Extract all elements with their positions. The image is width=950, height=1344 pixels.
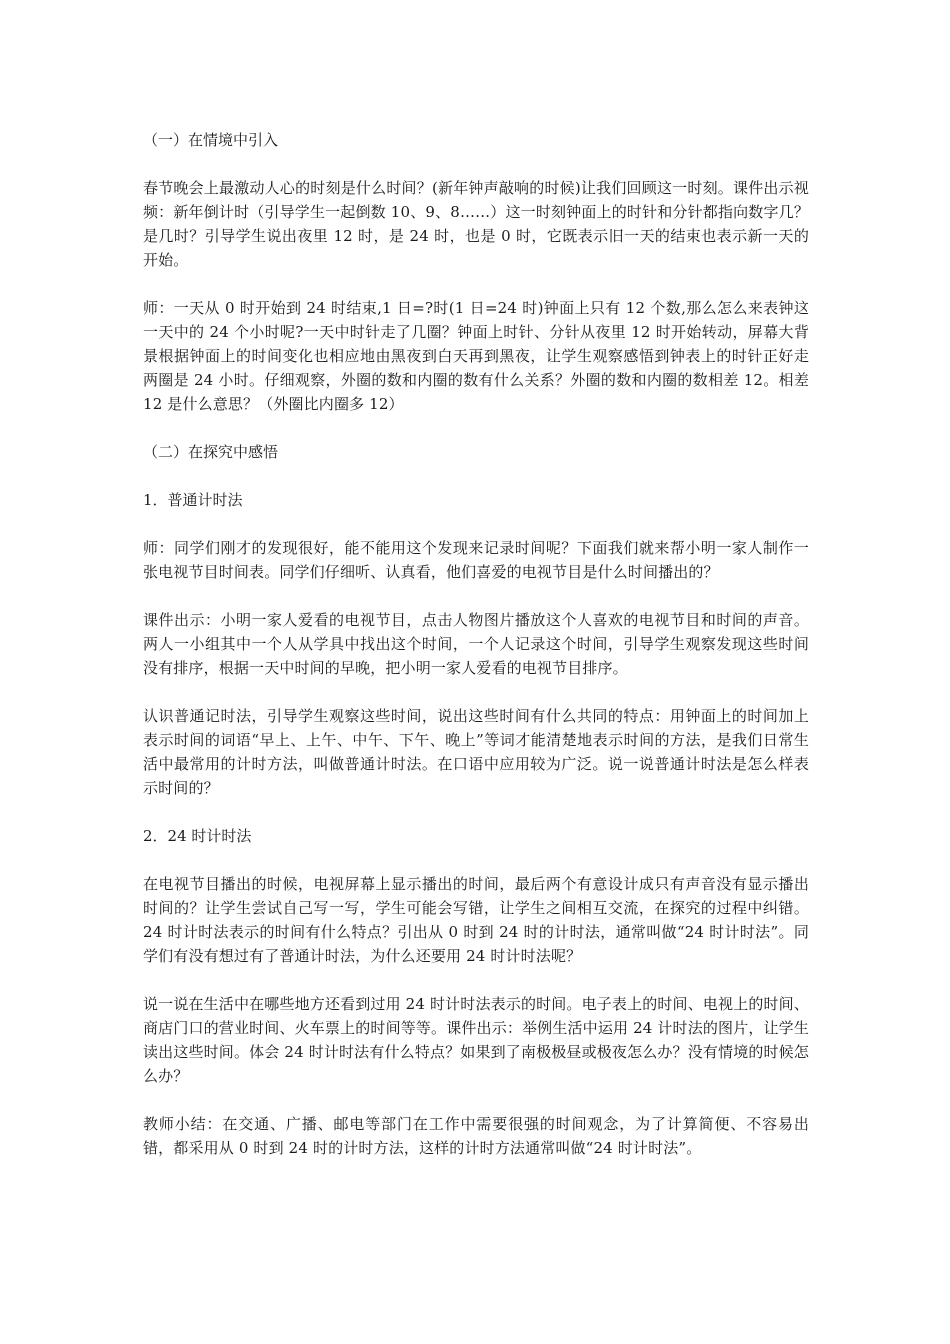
subheading-ordinary-timekeeping: 1．普通计时法 xyxy=(143,491,243,509)
paragraph-tv-display-time: 在电视节目播出的时候，电视屏幕上显示播出的时间，最后两个有意设计成只有声音没有显示播出时间的？让学生尝试自己写一写，学生可能会写错，让学生之间相互交流，在探究的过程中纠错。24 时计时法表示的时间有什么特点？引出从 0 时到 24 时的计时法，通常叫做“24 时计时法”。同学们有没有想过有了普通计时法，为什么还要用 24 时计时法呢？ xyxy=(143,875,809,965)
paragraph-tv-schedule: 师：同学们刚才的发现很好，能不能用这个发现来记录时间呢？下面我们就来帮小明一家人制作一张电视节目时间表。同学们仔细听、认真看，他们喜爱的电视节目是什么时间播出的？ xyxy=(143,539,809,581)
section-heading-intro: （一）在情境中引入 xyxy=(143,131,279,149)
section-heading-explore: （二）在探究中感悟 xyxy=(143,443,279,461)
paragraph-teacher-summary: 教师小结：在交通、广播、邮电等部门在工作中需要很强的时间观念，为了计算简便、不容易出错，都采用从 0 时到 24 时的计时方法，这样的计时方法通常叫做“24 时计时法”。 xyxy=(143,1115,809,1157)
paragraph-courseware-tv: 课件出示：小明一家人爱看的电视节目，点击人物图片播放这个人喜欢的电视节目和时间的声音。两人一小组其中一个人从学具中找出这个时间，一个人记录这个时间，引导学生观察发现这些时间没有排序，根据一天中时间的早晚，把小明一家人爱看的电视节目排序。 xyxy=(143,611,809,677)
paragraph-ordinary-method: 认识普通记时法，引导学生观察这些时间，说出这些时间有什么共同的特点：用钟面上的时间加上表示时间的词语“早上、上午、中午、下午、晚上”等词才能清楚地表示时间的方法，是我们日常生活中最常用的计时方法，叫做普通计时法。在口语中应用较为广泛。说一说普通计时法是怎么样表示时间的？ xyxy=(143,707,809,797)
paragraph-teacher-clock: 师：一天从 0 时开始到 24 时结束,1 日=?时(1 日=24 时)钟面上只有 12 个数,那么怎么来表钟这一天中的 24 个小时呢?一天中时针走了几圈？钟面上时针、分针从夜里 12 时开始转动，屏幕大背景根据钟面上的时间变化也相应地由黑夜到白天再到黑夜，让学生观察感悟到钟表上的时针正好走两圈是 24 小时。仔细观察，外圈的数和内圈的数有什么关系？外圈的数和内圈的数相差 12。相差 12 是什么意思？（外圈比内圈多 12） xyxy=(143,299,809,413)
document-page xyxy=(143,128,809,1184)
paragraph-daily-life-examples: 说一说在生活中在哪些地方还看到过用 24 时计时法表示的时间。电子表上的时间、电视上的时间、商店门口的营业时间、火车票上的时间等等。课件出示：举例生活中运用 24 计时法的图片，让学生读出这些时间。体会 24 时计时法有什么特点？如果到了南极极昼或极夜怎么办？没有情境的时候怎么办？ xyxy=(143,995,809,1085)
paragraph-spring-festival: 春节晚会上最激动人心的时刻是什么时间？(新年钟声敲响的时候)让我们回顾这一时刻。课件出示视频：新年倒计时（引导学生一起倒数 10、9、8……）这一时刻钟面上的时针和分针都指向数字几？是几时？引导学生说出夜里 12 时，是 24 时，也是 0 时，它既表示旧一天的结束也表示新一天的开始。 xyxy=(143,179,809,269)
subheading-24-hour-timekeeping: 2．24 时计时法 xyxy=(143,827,252,845)
